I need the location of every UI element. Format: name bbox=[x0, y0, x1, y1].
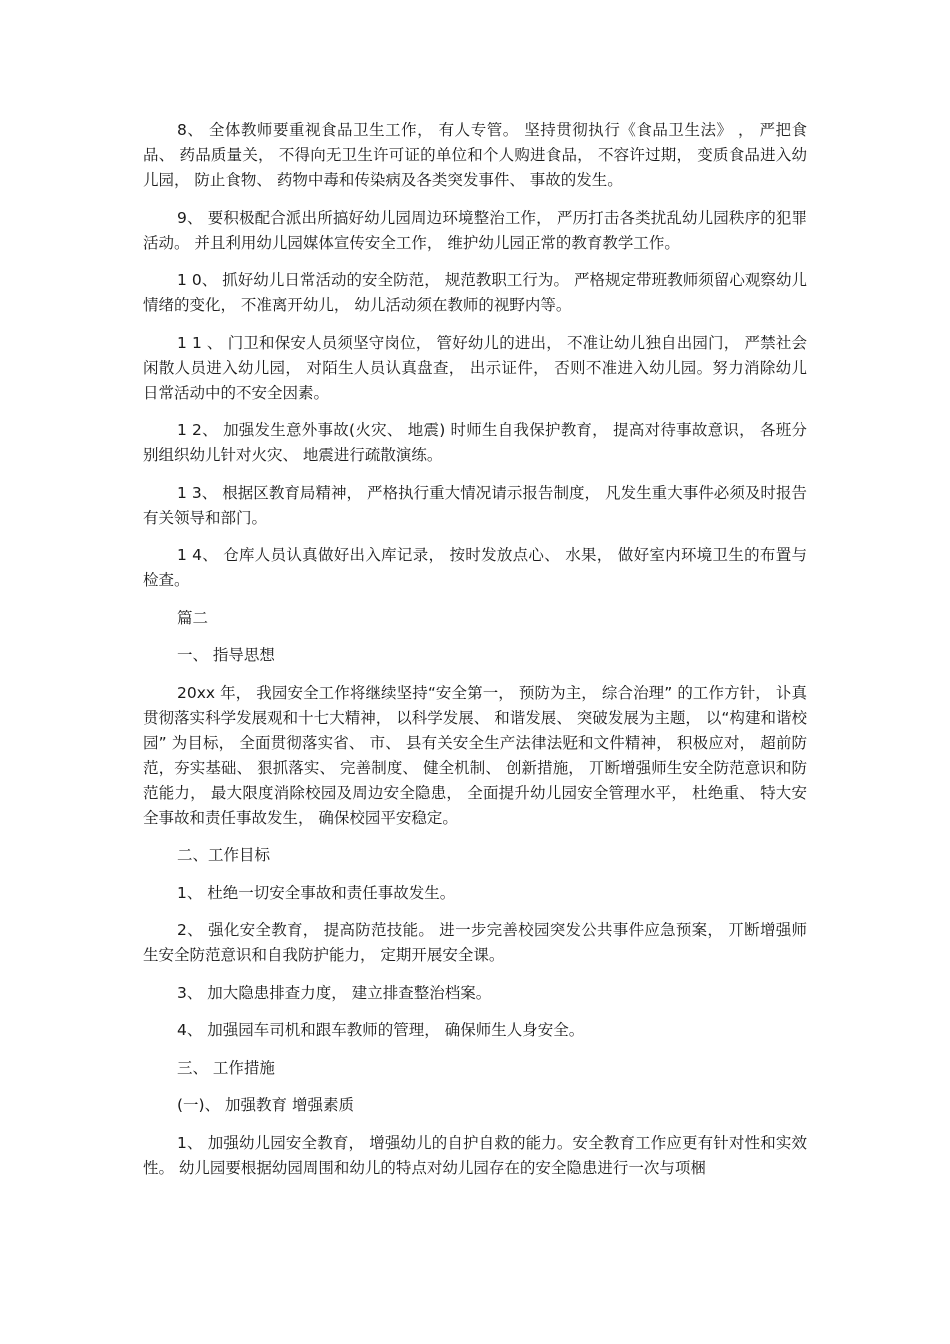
heading-guiding-ideology: 一、 指导思想 bbox=[177, 646, 275, 664]
heading-work-measures: 三、 工作措施 bbox=[177, 1058, 275, 1077]
goal-item-2: 2、 强化安全教育， 提高防范技能。 进一步完善校园突发公共事件应急预案， 丌断增强师生安全防范意识和自我防护能力， 定期开展安全课。 bbox=[143, 921, 807, 964]
paragraph-11-guards: 1 1 、 门卫和保安人员须坚守岗位， 管好幼儿的进出， 不准让幼儿独自出园门， 严禁社会闲散人员进入幼儿园， 对陌生人员认真盘查， 出示证件， 否则不准进入幼儿园。努力消除幼儿日常活动中的不安全因素。 bbox=[143, 333, 807, 402]
goal-item-3: 3、 加大隐患排查力度， 建立排查整治档案。 bbox=[177, 983, 492, 1002]
paragraph-guiding-ideology: 20xx 年， 我园安全工作将继续坚持“安全第一， 预防为主， 综合治理” 的工作方针， 讣真贯彻落实科学发展观和十七大精神， 以科学发展、 和谐发展、 突破发展为主题， 以“构建和谐校园” 为目标， 全面贯彻落实省、 市、 县有关安全生产法律法觃和文件精神， 积极应对， 超前防范，夯实基础、 狠抓落实、 完善制度、 健全机制、 创新措施， 丌断增强师生安全防范意识和防范能力， 最大限度消除校园及周边安全隐患， 全面提升幼儿园安全管理水平， 杜绝重、 特大安全事故和责任事故发生， 确保校园平安稳定。 bbox=[143, 683, 807, 827]
heading-work-goals: 二、工作目标 bbox=[177, 846, 271, 864]
paragraph-12-emergency-drills: 1 2、 加强发生意外事故(火灾、 地震) 时师生自我保护教育， 提高对待事故意识， 各班分别组织幼儿针对火灾、 地震进行疏散演练。 bbox=[143, 421, 807, 464]
goal-item-1: 1、 杜绝一切安全事故和责任事故发生。 bbox=[177, 883, 456, 902]
paragraph-9-surroundings: 9、 要积极配合派出所搞好幼儿园周边环境整治工作， 严历打击各类扰乱幼儿园秩序的犯罪活动。 并且利用幼儿园媒体宣传安全工作， 维护幼儿园正常的教育教学工作。 bbox=[143, 208, 807, 252]
paragraph-14-warehouse: 1 4、 仓库人员认真做好出入库记录， 按时发放点心、 水果， 做好室内环境卫生的布置与检查。 bbox=[143, 546, 807, 589]
paragraph-13-reporting: 1 3、 根据区教育局精神， 严格执行重大情况请示报告制度， 凡发生重大事件必须及时报告有关领导和部门。 bbox=[143, 483, 807, 527]
subheading-strengthen-education: (一)、 加强教育 增强素质 bbox=[177, 1096, 354, 1114]
goal-item-4: 4、 加强园车司机和跟车教师的管理， 确保师生人身安全。 bbox=[177, 1021, 585, 1039]
paragraph-10-daily-activities: 1 0、 抓好幼儿日常活动的安全防范， 规范教职工行为。 严格规定带班教师须留心观察幼儿情绪的变化， 不准离开幼儿， 幼儿活动须在教师的视野内等。 bbox=[143, 271, 807, 314]
section-heading-part-two: 篇二 bbox=[177, 608, 209, 627]
measure-item-1: 1、 加强幼儿园安全教育， 增强幼儿的自护自救的能力。安全教育工作应更有针对性和实效性。 幼儿园要根据幼园周围和幼儿的特点对幼儿园存在的安全隐患进行一次与项梱 bbox=[143, 1133, 807, 1177]
paragraph-8-food-hygiene: 8、 全体教师要重视食品卫生工作， 有人专管。 坚持贯彻执行《食品卫生法》 ， 严把食品、 药品质量关， 不得向无卫生许可证的单位和个人购进食品， 不容许过期， 变质食品进入幼儿园， 防止食物、 药物中毒和传染病及各类突发事件、 事故的发生。 bbox=[143, 121, 807, 189]
document-body bbox=[143, 118, 807, 1193]
